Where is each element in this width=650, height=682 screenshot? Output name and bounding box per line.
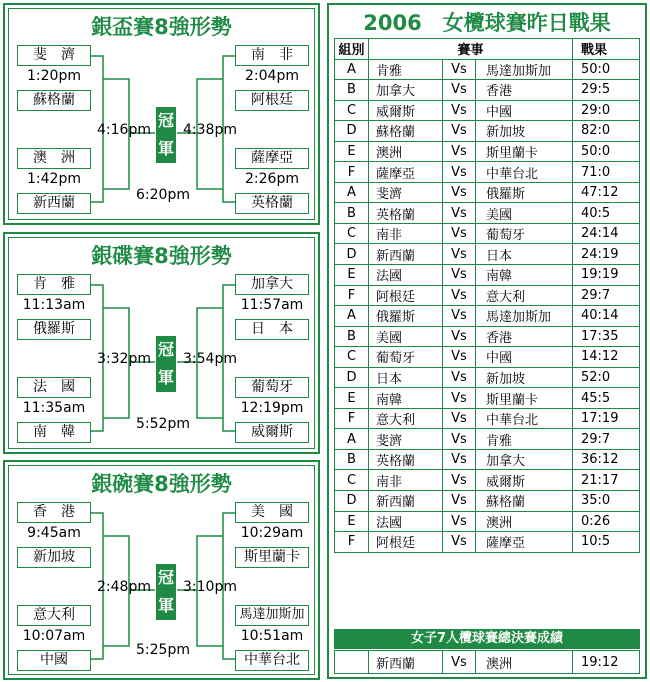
team-box: 意大利: [17, 605, 91, 626]
team-box: 俄羅斯: [17, 319, 91, 340]
score: 35:0: [573, 491, 640, 512]
team-b: 新加坡: [476, 367, 573, 388]
semi-time-left: 3:32pm: [97, 351, 151, 367]
team-b: 香港: [476, 326, 573, 347]
table-row: [335, 285, 640, 306]
empty-cell: [335, 651, 369, 674]
team-b: 新加坡: [476, 121, 573, 142]
bracket-panel-silver-cup: [3, 3, 320, 225]
group-cell: F: [335, 162, 369, 183]
score: 40:5: [573, 203, 640, 224]
team-a: 阿根廷: [369, 285, 443, 306]
team-box: 南 韓: [17, 422, 91, 443]
vs-label: Vs: [443, 285, 476, 306]
vs-label: Vs: [443, 141, 476, 162]
match-time: 10:29am: [240, 525, 304, 541]
team-b: 南韓: [476, 265, 573, 286]
group-cell: A: [335, 306, 369, 327]
team-a: 南非: [369, 223, 443, 244]
team-b: 馬達加斯加: [476, 59, 573, 80]
table-row: [335, 511, 640, 532]
champion-label: 冠軍: [156, 336, 176, 392]
team-a: 澳洲: [369, 141, 443, 162]
table-row: [335, 59, 640, 80]
score: 19:19: [573, 265, 640, 286]
match-time: 10:07am: [22, 628, 86, 644]
vs-label: Vs: [443, 651, 476, 674]
table-row: [335, 470, 640, 491]
team-a: 加拿大: [369, 80, 443, 101]
team-a: 英格蘭: [369, 203, 443, 224]
match-time: 11:13am: [22, 297, 86, 313]
vs-label: Vs: [443, 59, 476, 80]
team-box: 日 本: [235, 319, 309, 340]
group-cell: D: [335, 121, 369, 142]
score: 29:7: [573, 429, 640, 450]
vs-label: Vs: [443, 100, 476, 121]
score: 52:0: [573, 367, 640, 388]
semi-time-left: 4:16pm: [97, 122, 151, 138]
team-a: 南非: [369, 470, 443, 491]
score: 14:12: [573, 347, 640, 368]
team-b: 威爾斯: [476, 470, 573, 491]
score: 36:12: [573, 449, 640, 470]
header-match: 賽事: [369, 39, 573, 60]
team-box: 新西蘭: [17, 193, 91, 214]
header-group: 組別: [335, 39, 369, 60]
panel-title: 銀碟賽8強形勢: [91, 244, 232, 268]
score: 50:0: [573, 141, 640, 162]
vs-label: Vs: [443, 182, 476, 203]
group-cell: E: [335, 265, 369, 286]
team-a: 薩摩亞: [369, 162, 443, 183]
table-row: [335, 347, 640, 368]
champion-label: 冠軍: [156, 107, 176, 163]
table-row: [335, 429, 640, 450]
panel-title: 銀盃賽8強形勢: [91, 15, 232, 39]
table-row: [335, 326, 640, 347]
table-row: [335, 265, 640, 286]
score: 40:14: [573, 306, 640, 327]
score: 29:0: [573, 100, 640, 121]
group-cell: E: [335, 388, 369, 409]
score: 82:0: [573, 121, 640, 142]
team-a: 意大利: [369, 408, 443, 429]
final-time: 5:25pm: [136, 642, 190, 658]
team-box: 南 非: [235, 45, 309, 66]
vs-label: Vs: [443, 388, 476, 409]
team-b: 中華台北: [476, 162, 573, 183]
team-a: 美國: [369, 326, 443, 347]
score: 29:5: [573, 80, 640, 101]
table-row: [335, 532, 640, 553]
table-row: [335, 244, 640, 265]
group-cell: F: [335, 408, 369, 429]
team-b: 肯雅: [476, 429, 573, 450]
match-time: 11:35am: [22, 400, 86, 416]
team-b: 俄羅斯: [476, 182, 573, 203]
team-b: 加拿大: [476, 449, 573, 470]
score: 17:35: [573, 326, 640, 347]
match-time: 1:20pm: [27, 68, 81, 84]
results-title: 2006 女欖球賽昨日戰果: [363, 11, 611, 35]
final-time: 5:52pm: [136, 416, 190, 432]
team-a: 新西蘭: [369, 651, 443, 674]
team-a: 威爾斯: [369, 100, 443, 121]
team-box: 香 港: [17, 502, 91, 523]
match-time: 2:26pm: [245, 171, 299, 187]
vs-label: Vs: [443, 244, 476, 265]
team-a: 俄羅斯: [369, 306, 443, 327]
team-box: 美 國: [235, 502, 309, 523]
team-a: 斐濟: [369, 182, 443, 203]
semi-time-right: 3:54pm: [183, 351, 237, 367]
team-b: 香港: [476, 80, 573, 101]
semi-time-left: 2:48pm: [97, 579, 151, 595]
match-time: 11:57am: [240, 297, 304, 313]
vs-label: Vs: [443, 265, 476, 286]
team-a: 法國: [369, 511, 443, 532]
team-a: 新西蘭: [369, 244, 443, 265]
team-box: 中華台北: [235, 650, 309, 671]
group-cell: C: [335, 223, 369, 244]
team-box: 葡萄牙: [235, 377, 309, 398]
team-box: 阿根廷: [235, 90, 309, 111]
group-cell: B: [335, 326, 369, 347]
table-row: [335, 408, 640, 429]
group-cell: F: [335, 285, 369, 306]
team-box: 澳 洲: [17, 148, 91, 169]
match-time: 12:19pm: [240, 400, 304, 416]
team-b: 斯里蘭卡: [476, 388, 573, 409]
group-cell: A: [335, 182, 369, 203]
table-row: [335, 182, 640, 203]
vs-label: Vs: [443, 449, 476, 470]
semi-time-right: 4:38pm: [183, 122, 237, 138]
vs-label: Vs: [443, 121, 476, 142]
vs-label: Vs: [443, 511, 476, 532]
team-b: 中國: [476, 347, 573, 368]
group-cell: C: [335, 347, 369, 368]
table-row: [335, 367, 640, 388]
team-b: 薩摩亞: [476, 532, 573, 553]
team-box: 法 國: [17, 377, 91, 398]
vs-label: Vs: [443, 367, 476, 388]
team-box: 斯里蘭卡: [235, 547, 309, 568]
team-box: 斐 濟: [17, 45, 91, 66]
score: 71:0: [573, 162, 640, 183]
team-a: 葡萄牙: [369, 347, 443, 368]
team-b: 中華台北: [476, 408, 573, 429]
table-row: [335, 121, 640, 142]
vs-label: Vs: [443, 429, 476, 450]
group-cell: B: [335, 203, 369, 224]
table-row: [335, 223, 640, 244]
team-box: 新加坡: [17, 547, 91, 568]
vs-label: Vs: [443, 408, 476, 429]
team-box: 馬達加斯加: [235, 605, 309, 626]
score: 24:14: [573, 223, 640, 244]
women-final-title: 女子7人欖球賽總決賽成績: [334, 629, 640, 649]
table-row: [335, 141, 640, 162]
team-b: 葡萄牙: [476, 223, 573, 244]
team-box: 威爾斯: [235, 422, 309, 443]
group-cell: F: [335, 532, 369, 553]
vs-label: Vs: [443, 162, 476, 183]
group-cell: C: [335, 470, 369, 491]
match-time: 10:51am: [240, 628, 304, 644]
team-a: 肯雅: [369, 59, 443, 80]
team-a: 日本: [369, 367, 443, 388]
group-cell: E: [335, 511, 369, 532]
team-box: 薩摩亞: [235, 148, 309, 169]
champion-label: 冠軍: [156, 564, 176, 620]
team-b: 斯里蘭卡: [476, 141, 573, 162]
final-time: 6:20pm: [136, 187, 190, 203]
group-cell: A: [335, 429, 369, 450]
table-row: [335, 449, 640, 470]
group-cell: D: [335, 491, 369, 512]
table-row: [335, 203, 640, 224]
team-a: 法國: [369, 265, 443, 286]
panel-title: 銀碗賽8強形勢: [91, 472, 232, 496]
score: 47:12: [573, 182, 640, 203]
header-score: 戰果: [573, 39, 640, 60]
vs-label: Vs: [443, 470, 476, 491]
group-cell: B: [335, 80, 369, 101]
group-cell: D: [335, 367, 369, 388]
team-box: 肯 雅: [17, 274, 91, 295]
vs-label: Vs: [443, 223, 476, 244]
team-box: 英格蘭: [235, 193, 309, 214]
table-row: [335, 80, 640, 101]
score: 24:19: [573, 244, 640, 265]
score: 50:0: [573, 59, 640, 80]
score: 29:7: [573, 285, 640, 306]
score: 21:17: [573, 470, 640, 491]
women-final-table: [334, 650, 640, 674]
table-header-row: [335, 39, 640, 60]
match-time: 9:45am: [27, 525, 81, 541]
results-table: [334, 38, 640, 553]
vs-label: Vs: [443, 203, 476, 224]
team-b: 意大利: [476, 285, 573, 306]
team-a: 阿根廷: [369, 532, 443, 553]
vs-label: Vs: [443, 306, 476, 327]
vs-label: Vs: [443, 80, 476, 101]
vs-label: Vs: [443, 491, 476, 512]
score: 10:5: [573, 532, 640, 553]
team-box: 加拿大: [235, 274, 309, 295]
table-row: [335, 491, 640, 512]
team-a: 斐濟: [369, 429, 443, 450]
score: 17:19: [573, 408, 640, 429]
table-row: [335, 306, 640, 327]
bracket-panel-silver-plate: [3, 232, 320, 454]
team-a: 英格蘭: [369, 449, 443, 470]
vs-label: Vs: [443, 532, 476, 553]
match-time: 1:42pm: [27, 171, 81, 187]
results-panel: [327, 3, 647, 679]
table-row: [335, 651, 640, 674]
team-box: 中國: [17, 650, 91, 671]
group-cell: A: [335, 59, 369, 80]
group-cell: D: [335, 244, 369, 265]
team-b: 澳洲: [476, 651, 573, 674]
bracket-panel-silver-bowl: [3, 460, 320, 680]
score: 45:5: [573, 388, 640, 409]
vs-label: Vs: [443, 347, 476, 368]
team-b: 馬達加斯加: [476, 306, 573, 327]
team-b: 蘇格蘭: [476, 491, 573, 512]
match-time: 2:04pm: [245, 68, 299, 84]
team-a: 蘇格蘭: [369, 121, 443, 142]
group-cell: C: [335, 100, 369, 121]
team-b: 美國: [476, 203, 573, 224]
team-a: 新西蘭: [369, 491, 443, 512]
table-row: [335, 162, 640, 183]
team-b: 澳洲: [476, 511, 573, 532]
score: 19:12: [573, 651, 640, 674]
team-b: 中國: [476, 100, 573, 121]
table-row: [335, 388, 640, 409]
vs-label: Vs: [443, 326, 476, 347]
table-row: [335, 100, 640, 121]
group-cell: E: [335, 141, 369, 162]
semi-time-right: 3:10pm: [183, 579, 237, 595]
group-cell: B: [335, 449, 369, 470]
team-box: 蘇格蘭: [17, 90, 91, 111]
score: 0:26: [573, 511, 640, 532]
team-a: 南韓: [369, 388, 443, 409]
team-b: 日本: [476, 244, 573, 265]
